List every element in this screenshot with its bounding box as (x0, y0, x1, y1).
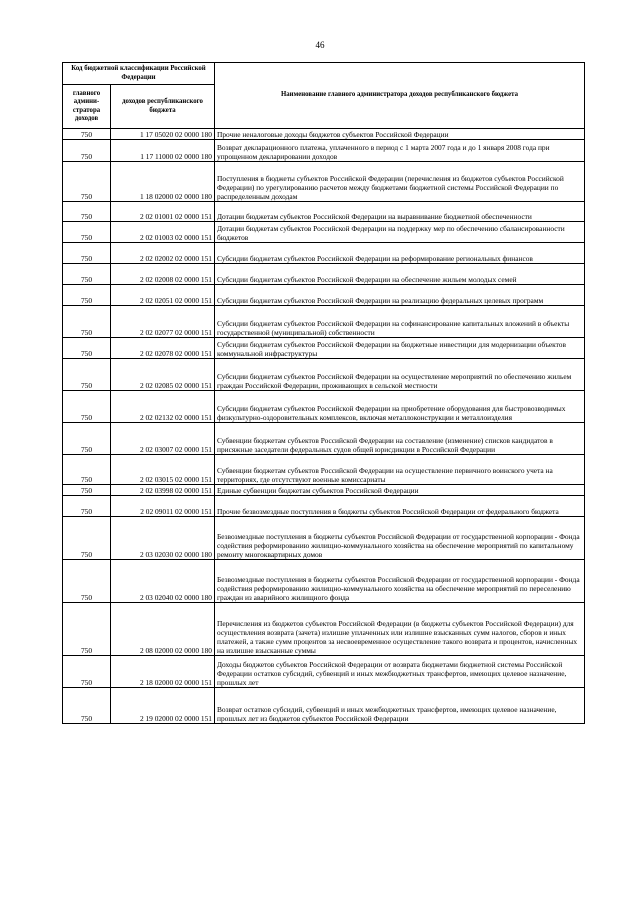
admin-code-cell: 750 (63, 129, 111, 140)
revenue-code-cell: 2 02 03015 02 0000 151 (111, 455, 215, 485)
revenue-name-cell: Субвенции бюджетам субъектов Российской Федерации на составление (изменение) списков кандидатов в присяжные заседатели федеральных судов общей юрисдикции в Российской Федерации (215, 423, 585, 455)
table-row (63, 560, 585, 603)
header-budget-classification: Код бюджетной классификации Российской Федерации (63, 63, 215, 85)
admin-code-cell: 750 (63, 140, 111, 162)
admin-code-cell: 750 (63, 202, 111, 222)
admin-code-cell: 750 (63, 306, 111, 338)
table-row (63, 338, 585, 359)
header-administrator-name: Наименование главного администратора доходов республиканского бюджета (215, 63, 585, 129)
revenue-name-cell: Субвенции бюджетам субъектов Российской Федерации на осуществление первичного воинского учета на территориях, где отсутствуют военные комиссариаты (215, 455, 585, 485)
admin-code-cell: 750 (63, 485, 111, 496)
admin-code-cell: 750 (63, 496, 111, 517)
revenue-code-cell: 2 08 02000 02 0000 180 (111, 603, 215, 656)
page-number: 46 (315, 40, 325, 50)
admin-code-cell: 750 (63, 338, 111, 359)
admin-code-cell: 750 (63, 391, 111, 423)
table-row (63, 264, 585, 285)
revenue-name-cell: Единые субвенции бюджетам субъектов Российской Федерации (215, 485, 585, 496)
admin-code-cell: 750 (63, 359, 111, 391)
revenue-code-cell: 1 17 05020 02 0000 180 (111, 129, 215, 140)
admin-code-cell: 750 (63, 455, 111, 485)
revenue-name-cell: Дотации бюджетам субъектов Российской Федерации на поддержку мер по обеспечению сбалансированности бюджетов (215, 222, 585, 243)
admin-code-cell: 750 (63, 517, 111, 560)
revenue-code-cell: 2 02 01003 02 0000 151 (111, 222, 215, 243)
revenue-code-cell: 2 02 02078 02 0000 151 (111, 338, 215, 359)
revenue-name-cell: Субсидии бюджетам субъектов Российской Федерации на осуществление мероприятий по обеспечению жильем граждан Российской Федерации, проживающих в сельской местности (215, 359, 585, 391)
admin-code-cell: 750 (63, 688, 111, 724)
revenue-name-cell: Субсидии бюджетам субъектов Российской Федерации на бюджетные инвестиции для модернизации объектов коммунальной инфраструктуры (215, 338, 585, 359)
admin-code-cell: 750 (63, 423, 111, 455)
admin-code-cell: 750 (63, 243, 111, 264)
revenue-code-cell: 2 02 02002 02 0000 151 (111, 243, 215, 264)
revenue-name-cell: Дотации бюджетам субъектов Российской Федерации на выравнивание бюджетной обеспеченности (215, 202, 585, 222)
table-row (63, 423, 585, 455)
revenue-name-cell: Субсидии бюджетам субъектов Российской Федерации на приобретение оборудования для быстровозводимых физкультурно-оздоровительных комплексов, включая металлоконструкции и металлоизделия (215, 391, 585, 423)
table-row (63, 285, 585, 306)
table-row (63, 162, 585, 202)
revenue-name-cell: Поступления в бюджеты субъектов Российской Федерации (перечисления из бюджетов субъектов Российской Федерации) по урегулированию расчетов между бюджетами бюджетной системы Российской Федерации по распределенным доходам (215, 162, 585, 202)
table-row (63, 688, 585, 724)
admin-code-cell: 750 (63, 264, 111, 285)
revenue-administrators-table (62, 62, 585, 724)
revenue-code-cell: 2 02 01001 02 0000 151 (111, 202, 215, 222)
revenue-name-cell: Безвозмездные поступления в бюджеты субъектов Российской Федерации от государственной корпорации - Фонда содействия реформированию жилищно-коммунального хозяйства на обеспечение мероприятий по капитальному ремонту многоквартирных домов (215, 517, 585, 560)
table-row (63, 391, 585, 423)
revenue-code-cell: 1 17 11000 02 0000 180 (111, 140, 215, 162)
revenue-name-cell: Прочие безвозмездные поступления в бюджеты субъектов Российской Федерации от федерального бюджета (215, 496, 585, 517)
revenue-code-cell: 2 18 02000 02 0000 151 (111, 656, 215, 688)
revenue-code-cell: 2 02 02132 02 0000 151 (111, 391, 215, 423)
admin-code-cell: 750 (63, 603, 111, 656)
revenue-code-cell: 2 02 02008 02 0000 151 (111, 264, 215, 285)
revenue-code-cell: 2 03 02030 02 0000 180 (111, 517, 215, 560)
revenue-name-cell: Субсидии бюджетам субъектов Российской Федерации на реформирование региональных финансов (215, 243, 585, 264)
revenue-name-cell: Возврат остатков субсидий, субвенций и иных межбюджетных трансфертов, имеющих целевое назначение, прошлых лет из бюджетов субъектов Российской Федерации (215, 688, 585, 724)
revenue-name-cell: Субсидии бюджетам субъектов Российской Федерации на реализацию федеральных целевых программ (215, 285, 585, 306)
table-row (63, 485, 585, 496)
table-row (63, 202, 585, 222)
revenue-name-cell: Прочие неналоговые доходы бюджетов субъектов Российской Федерации (215, 129, 585, 140)
revenue-code-cell: 2 02 03998 02 0000 151 (111, 485, 215, 496)
revenue-code-cell: 2 03 02040 02 0000 180 (111, 560, 215, 603)
admin-code-cell: 750 (63, 560, 111, 603)
table-row (63, 243, 585, 264)
revenue-code-cell: 2 02 02051 02 0000 151 (111, 285, 215, 306)
revenue-name-cell: Субсидии бюджетам субъектов Российской Федерации на обеспечение жильем молодых семей (215, 264, 585, 285)
table-row (63, 656, 585, 688)
revenue-name-cell: Субсидии бюджетам субъектов Российской Федерации на софинансирование капитальных вложений в объекты государственной (муниципальной) собственности (215, 306, 585, 338)
revenue-code-cell: 2 02 03007 02 0000 151 (111, 423, 215, 455)
revenue-name-cell: Безвозмездные поступления в бюджеты субъектов Российской Федерации от государственной корпорации - Фонда содействия реформированию жилищно-коммунального хозяйства на обеспечение мероприятий по переселению граждан из аварийного жилищного фонда (215, 560, 585, 603)
table-row (63, 517, 585, 560)
revenue-code-cell: 2 02 02077 02 0000 151 (111, 306, 215, 338)
table-row (63, 140, 585, 162)
admin-code-cell: 750 (63, 162, 111, 202)
revenue-code-cell: 2 19 02000 02 0000 151 (111, 688, 215, 724)
table-row (63, 359, 585, 391)
revenue-code-cell: 2 02 02085 02 0000 151 (111, 359, 215, 391)
header-main-administrator: главного админи-стратора доходов (63, 85, 111, 129)
admin-code-cell: 750 (63, 285, 111, 306)
table-row (63, 496, 585, 517)
table-row (63, 455, 585, 485)
table-row (63, 222, 585, 243)
revenue-code-cell: 1 18 02000 02 0000 180 (111, 162, 215, 202)
admin-code-cell: 750 (63, 656, 111, 688)
revenue-name-cell: Возврат декларационного платежа, уплаченного в период с 1 марта 2007 года и до 1 января 2008 года при упрощенном декларировании доходов (215, 140, 585, 162)
table-row (63, 129, 585, 140)
revenue-code-cell: 2 02 09011 02 0000 151 (111, 496, 215, 517)
table-row (63, 603, 585, 656)
admin-code-cell: 750 (63, 222, 111, 243)
revenue-name-cell: Перечисления из бюджетов субъектов Российской Федерации (в бюджеты субъектов Российской Федерации) для осуществления возврата (зачета) излишне уплаченных или излишне взысканных сумм налогов, сборов и иных платежей, а также сумм процентов за несвоевременное осуществление такого возврата и процентов, начисленных на излишне взысканные суммы (215, 603, 585, 656)
table-row (63, 306, 585, 338)
revenue-name-cell: Доходы бюджетов субъектов Российской Федерации от возврата бюджетами бюджетной системы Российской Федерации остатков субсидий, субвенций и иных межбюджетных трансфертов, имеющих целевое назначение, прошлых лет (215, 656, 585, 688)
header-republican-revenue: доходов республиканского бюджета (111, 85, 215, 129)
